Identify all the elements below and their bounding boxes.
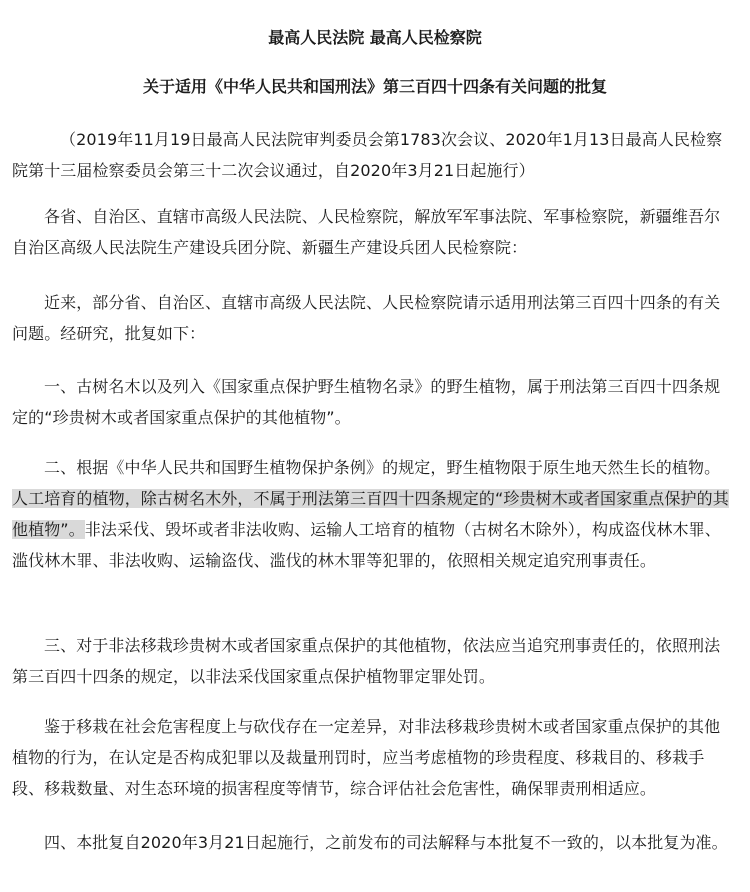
item-3-paragraph: 三、对于非法移栽珍贵树木或者国家重点保护的其他植物，依法应当追究刑事责任的，依照刑法第三百四十四条的规定，以非法采伐国家重点保护植物罪定罪处罚。 [12,636,721,686]
item-1-paragraph: 一、古树名木以及列入《国家重点保护野生植物名录》的野生植物，属于刑法第三百四十四条规定的“珍贵树木或者国家重点保护的其他植物”。 [12,377,721,427]
adoption-note: （2019年11月19日最高人民法院审判委员会第1783次会议、2020年1月13日最高人民检察院第十三届检察委员会第三十二次会议通过，自2020年3月21日起施行） [12,130,723,180]
intro-paragraph: 近来，部分省、自治区、直辖市高级人民法院、人民检察院请示适用刑法第三百四十四条的有关问题。经研究，批复如下： [12,293,721,343]
item-2-paragraph [12,452,734,576]
item-3-note-paragraph: 鉴于移栽在社会危害程度上与砍伐存在一定差异，对非法移栽珍贵树木或者国家重点保护的其他植物的行为，在认定是否构成犯罪以及裁量刑罚时，应当考虑植物的珍贵程度、移栽目的、移栽手段、移栽数量、对生态环境的损害程度等情节，综合评估社会危害性，确保罪责刑相适应。 [12,717,721,798]
item-2-text-before: 二、根据《中华人民共和国野生植物保护条例》的规定，野生植物限于原生地天然生长的植物。 [44,458,721,477]
addressees-paragraph: 各省、自治区、直辖市高级人民法院、人民检察院，解放军军事法院、军事检察院，新疆维吾尔自治区高级人民法院生产建设兵团分院、新疆生产建设兵团人民检察院： [12,207,721,257]
issuing-authorities: 最高人民法院 最高人民检察院 [268,28,482,47]
item-4-paragraph: 四、本批复自2020年3月21日起施行，之前发布的司法解释与本批复不一致的，以本批复为准。 [44,833,728,852]
item-2-text-after: 非法采伐、毁坏或者非法收购、运输人工培育的植物（古树名木除外），构成盗伐林木罪、滥伐林木罪、非法收购、运输盗伐、滥伐的林木罪等犯罪的，依照相关规定追究刑事责任。 [12,520,721,570]
document-title: 关于适用《中华人民共和国刑法》第三百四十四条有关问题的批复 [142,77,607,96]
item-2-selected-text[interactable]: 人工培育的植物，除古树名木外，不属于刑法第三百四十四条规定的“珍贵树木或者国家重点保护的其他植物”。 [12,489,729,539]
